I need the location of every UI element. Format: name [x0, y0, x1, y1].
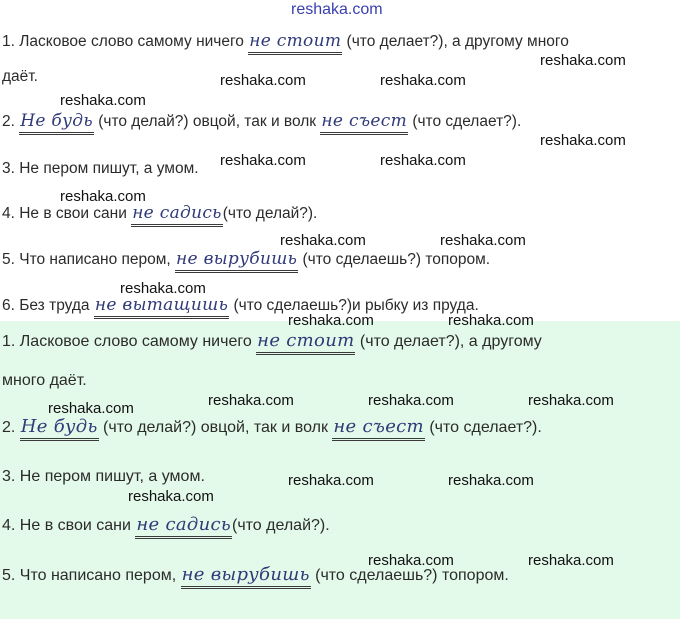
watermark: reshaka.com [60, 188, 146, 205]
text: (что делает?), а другому [355, 333, 542, 350]
watermark: reshaka.com [528, 392, 614, 409]
watermark: reshaka.com [448, 312, 534, 329]
watermark: reshaka.com [288, 312, 374, 329]
watermark: reshaka.com [380, 72, 466, 89]
text: 2. [2, 113, 20, 130]
text: 4. Не в свои сани [2, 517, 136, 534]
verb: не вытащишь [94, 295, 229, 319]
watermark: reshaka.com [528, 552, 614, 569]
s2-line-1b [2, 371, 87, 391]
s1-line-6 [2, 295, 479, 319]
s1-line-4 [2, 203, 317, 227]
watermark: reshaka.com [288, 472, 374, 489]
verb: не садись [131, 203, 223, 227]
text: (что сделаешь?) топором. [298, 251, 491, 268]
top-watermark: reshaka.com [291, 1, 383, 18]
text: 5. Что написано пером, [2, 251, 176, 268]
verb: не вырубишь [181, 565, 311, 589]
s1-line-2 [2, 111, 521, 135]
s1-line-3 [2, 159, 199, 179]
text: даёт. [2, 68, 38, 85]
green-panel [0, 321, 680, 619]
verb: не съест [332, 417, 425, 441]
verb: не садись [135, 515, 232, 539]
verb: не вырубишь [175, 249, 298, 273]
watermark: reshaka.com [368, 392, 454, 409]
watermark: reshaka.com [540, 52, 626, 69]
text: (что сделает?). [408, 113, 522, 130]
verb: Не будь [20, 417, 99, 441]
watermark: reshaka.com [60, 92, 146, 109]
text: (что делай?) овцой, так и волк [98, 419, 333, 436]
s2-line-2 [2, 417, 542, 441]
watermark: reshaka.com [220, 72, 306, 89]
text: 1. Ласковое слово самому ничего [2, 333, 257, 350]
text: (что сделает?). [424, 419, 542, 436]
watermark: reshaka.com [220, 152, 306, 169]
text: 1. Ласковое слово самому ничего [2, 33, 249, 50]
watermark: reshaka.com [368, 552, 454, 569]
text: 3. Не пером пишут, а умом. [2, 468, 205, 485]
text: 5. Что написано пером, [2, 567, 181, 584]
watermark: reshaka.com [208, 392, 294, 409]
s1-line-5 [2, 249, 490, 273]
verb: не стоит [256, 331, 355, 355]
watermark: reshaka.com [440, 232, 526, 249]
text: много даёт. [2, 372, 87, 389]
s2-line-1 [2, 331, 542, 355]
text: (что делай?). [222, 205, 318, 222]
text: 2. [2, 419, 20, 436]
text: (что делай?) овцой, так и волк [93, 113, 321, 130]
verb: не стоит [248, 31, 342, 55]
text: 4. Не в свои сани [2, 205, 132, 222]
watermark: reshaka.com [540, 132, 626, 149]
s2-line-3 [2, 467, 205, 487]
text: (что сделаешь?)и рыбку из пруда. [229, 297, 479, 314]
watermark: reshaka.com [128, 488, 214, 505]
s1-line-1b [2, 67, 38, 87]
verb: Не будь [19, 111, 94, 135]
text: (что делай?). [231, 517, 330, 534]
verb: не съест [320, 111, 408, 135]
watermark: reshaka.com [48, 400, 134, 417]
text: 6. Без труда [2, 297, 94, 314]
watermark: reshaka.com [448, 472, 534, 489]
watermark: reshaka.com [120, 280, 206, 297]
text: (что делает?), а другому много [342, 33, 569, 50]
watermark: reshaka.com [280, 232, 366, 249]
watermark: reshaka.com [380, 152, 466, 169]
s1-line-1 [2, 31, 569, 55]
text: (что сделаешь?) топором. [310, 567, 509, 584]
s2-line-4 [2, 515, 330, 539]
text: 3. Не пером пишут, а умом. [2, 160, 199, 177]
